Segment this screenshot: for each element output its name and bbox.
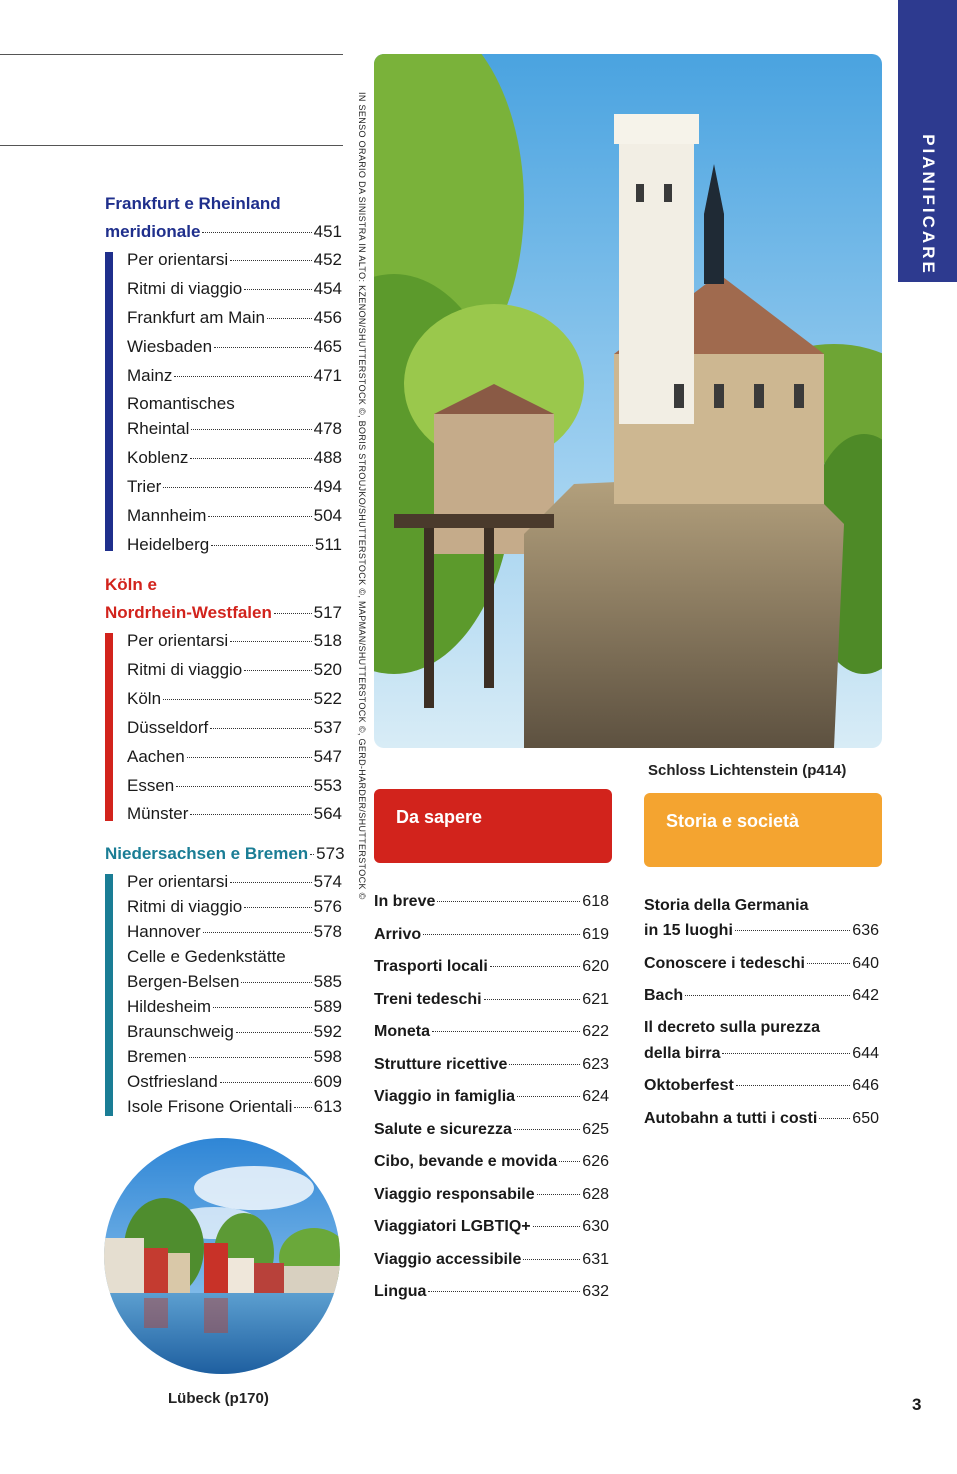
toc-item[interactable] [644,1074,879,1098]
toc-item-label: Per orientarsi [127,872,229,891]
page-ref: 522 [313,689,342,708]
leader-dots [211,545,313,546]
toc-item[interactable] [127,716,342,740]
page-ref: 518 [313,631,342,650]
toc-item-label: Viaggio responsabile [374,1186,535,1203]
toc-item-label: In breve [374,893,436,910]
leader-dots [236,1032,312,1033]
leader-dots [274,613,312,614]
leader-dots [537,1194,581,1195]
leader-dots [484,999,581,1000]
section-entry-frankfurt[interactable] [105,220,342,244]
leader-dots [220,1082,312,1083]
leader-dots [559,1161,580,1162]
toc-item-label: Arrivo [374,926,422,943]
page-ref: 592 [313,1022,342,1041]
leader-dots [509,1064,580,1065]
toc-item[interactable] [374,1118,609,1142]
side-tab[interactable] [898,0,957,282]
page-ref: 578 [313,922,342,941]
leader-dots [819,1118,850,1119]
toc-item-label: Salute e sicurezza [374,1121,512,1138]
toc-item[interactable] [644,1107,879,1131]
leader-dots [241,982,311,983]
toc-item-label: Münster [127,804,189,823]
section-title-frankfurt-line2: meridionale [105,222,201,241]
page-ref: 585 [313,972,342,991]
page-ref: 636 [852,922,879,939]
toc-item[interactable] [127,920,342,944]
page-ref: 626 [582,1153,609,1170]
toc-item-label: Viaggio accessibile [374,1251,522,1268]
toc-item[interactable] [374,890,609,914]
leader-dots [203,932,312,933]
page-ref: 494 [313,477,342,496]
page-ref: 574 [313,872,342,891]
toc-item[interactable] [127,1070,342,1094]
leader-dots [208,516,311,517]
section-title-koln: Köln e [105,575,157,594]
page-ref: 478 [313,419,342,438]
leader-dots [294,1107,311,1108]
toc-item-label: Per orientarsi [127,250,229,269]
toc-item-label: Braunschweig [127,1022,234,1041]
section-entry-niedersachsen[interactable] [105,842,345,866]
leader-dots [163,699,312,700]
section-title-niedersachsen: Niedersachsen e Bremen [105,844,309,863]
page-ref: 451 [313,222,342,241]
toc-item[interactable] [127,1045,342,1069]
leader-dots [190,814,311,815]
toc-item[interactable] [127,417,342,441]
leader-dots [187,757,312,758]
page-ref: 456 [313,308,342,327]
toc-item[interactable] [127,895,342,919]
toc-item-label: Hildesheim [127,997,212,1016]
leader-dots [230,641,312,642]
page-number: 3 [912,1395,922,1414]
toc-item-label[interactable]: Storia della Germania [644,897,809,914]
top-rule [0,54,343,55]
leader-dots [202,232,311,233]
leader-dots [174,376,311,377]
toc-item[interactable] [127,1095,342,1119]
toc-item-label: Hannover [127,922,201,941]
toc-item-label: Treni tedeschi [374,991,482,1008]
page-ref: 520 [313,660,342,679]
toc-item[interactable] [644,1042,879,1066]
toc-item[interactable] [127,687,342,711]
leader-dots [722,1053,850,1054]
page-ref: 573 [316,844,345,863]
leader-dots [190,458,311,459]
page-ref: 553 [313,776,342,795]
toc-item-label: in 15 luoghi [644,922,733,939]
leader-dots [210,728,311,729]
page-ref: 619 [582,926,609,943]
page-ref: 640 [852,955,879,972]
leader-dots [736,1085,851,1086]
toc-item-label[interactable]: Il decreto sulla purezza [644,1019,821,1036]
castle-caption: Schloss Lichtenstein (p414) [648,762,847,779]
page-ref: 511 [314,535,342,554]
toc-item-label: Heidelberg [127,535,210,554]
leader-dots [230,260,312,261]
toc-item[interactable] [127,802,342,826]
toc-item[interactable] [127,970,342,994]
page-ref: 628 [582,1186,609,1203]
page-ref: 646 [852,1077,879,1094]
toc-item-label: Viaggiatori LGBTIQ+ [374,1218,531,1235]
toc-item-label: Ostfriesland [127,1072,218,1091]
photo-credit: IN SENSO ORARIO DA SINISTRA IN ALTO: KZENON/SHUTTERSTOCK ©, BORIS STROUJKO/SHUTTERSTOCK ©, MAPMAN/SHUTTERSTOCK ©, GERD-HARDER/SHUTTERSTOCK © [357,92,367,900]
page-ref: 642 [852,987,879,1004]
page-ref: 644 [852,1045,879,1062]
toc-item-label: Bergen-Belsen [127,972,240,991]
page-ref: 620 [582,958,609,975]
leader-dots [244,670,311,671]
leader-dots [533,1226,581,1227]
toc-item-label: della birra [644,1045,721,1062]
leader-dots [189,1057,312,1058]
page-ref: 547 [313,747,342,766]
toc-item-label: Per orientarsi [127,631,229,650]
toc-item[interactable] [127,870,342,894]
toc-item[interactable] [127,306,342,330]
leader-dots [517,1096,580,1097]
section-title-frankfurt: Frankfurt e Rheinland [105,194,281,213]
section-entry-koln[interactable] [105,601,342,625]
page-ref: 517 [313,603,342,622]
toc-item[interactable] [374,1215,609,1239]
toc-item[interactable] [644,984,879,1008]
leader-dots [523,1259,580,1260]
toc-item-label: Moneta [374,1023,430,1040]
toc-item-label: Ritmi di viaggio [127,660,243,679]
side-tab-label: PIANIFICARE [918,134,938,276]
toc-item[interactable] [127,248,342,272]
toc-item[interactable] [374,988,609,1012]
leader-dots [214,347,312,348]
leader-dots [163,487,311,488]
page-ref: 564 [313,804,342,823]
toc-item-label: Viaggio in famiglia [374,1088,516,1105]
page-ref: 576 [313,897,342,916]
toc-item[interactable] [127,745,342,769]
page-ref: 609 [313,1072,342,1091]
page-ref: 631 [582,1251,609,1268]
toc-item[interactable] [127,475,342,499]
toc-item[interactable] [127,364,342,388]
toc-item-label: Wiesbaden [127,337,213,356]
toc-item[interactable] [644,952,879,976]
leader-dots [230,882,312,883]
page-ref: 589 [313,997,342,1016]
leader-dots [244,907,311,908]
leader-dots [490,966,580,967]
toc-item-label[interactable]: Celle e Gedenkstätte [127,947,286,966]
leader-dots [191,429,311,430]
leader-dots [432,1031,580,1032]
toc-item-label: Autobahn a tutti i costi [644,1110,818,1127]
leader-dots [423,934,580,935]
page-ref: 624 [582,1088,609,1105]
toc-item[interactable] [127,446,342,470]
toc-item[interactable] [374,1085,609,1109]
toc-item-label: Trasporti locali [374,958,488,975]
toc-item[interactable] [644,919,879,943]
toc-item-label: Isole Frisone Orientali [127,1097,293,1116]
niedersachsen-bar [105,874,113,1116]
toc-item[interactable] [374,1248,609,1272]
toc-item[interactable] [374,1280,609,1304]
toc-item-label: Essen [127,776,175,795]
da-sapere-title: Da sapere [396,807,483,827]
toc-item[interactable] [374,923,609,947]
toc-item-label: Rheintal [127,419,190,438]
leader-dots [310,854,314,855]
toc-item-label: Cibo, bevande e movida [374,1153,558,1170]
toc-item-label: Ritmi di viaggio [127,279,243,298]
toc-item-label: Oktoberfest [644,1077,734,1094]
toc-item-label: Frankfurt am Main [127,308,265,327]
toc-item[interactable] [127,995,342,1019]
page-ref: 625 [582,1121,609,1138]
leader-dots [685,995,850,996]
page-ref: 537 [313,718,342,737]
leader-dots [244,289,311,290]
toc-item[interactable] [374,955,609,979]
toc-item-label: Trier [127,477,162,496]
page-ref: 471 [313,366,342,385]
lubeck-photo [104,1138,340,1374]
toc-item-label: Düsseldorf [127,718,209,737]
toc-item[interactable] [127,533,342,557]
leader-dots [267,318,312,319]
page-ref: 465 [313,337,342,356]
page-ref: 618 [582,893,609,910]
toc-item[interactable] [127,629,342,653]
toc-item-label: Aachen [127,747,185,766]
page-ref: 504 [313,506,342,525]
page-ref: 623 [582,1056,609,1073]
storia-title: Storia e società [666,811,800,831]
toc-item[interactable] [374,1183,609,1207]
page-ref: 621 [582,991,609,1008]
page-ref: 622 [582,1023,609,1040]
toc-item[interactable] [127,277,342,301]
toc-item-label: Bremen [127,1047,187,1066]
page-ref: 598 [313,1047,342,1066]
leader-dots [437,901,580,902]
toc-item[interactable] [127,335,342,359]
page-ref: 454 [313,279,342,298]
page-ref: 452 [313,250,342,269]
toc-item-label: Ritmi di viaggio [127,897,243,916]
toc-item-label: Strutture ricettive [374,1056,508,1073]
page-ref: 630 [582,1218,609,1235]
leader-dots [735,930,850,931]
toc-item[interactable] [374,1053,609,1077]
lubeck-caption: Lübeck (p170) [168,1390,269,1407]
toc-item[interactable] [374,1150,609,1174]
da-sapere-header[interactable] [374,789,612,863]
second-rule [0,145,343,146]
page-ref: 488 [313,448,342,467]
leader-dots [213,1007,312,1008]
toc-item-label: Köln [127,689,162,708]
toc-item-label: Mainz [127,366,173,385]
toc-item-label: Lingua [374,1283,427,1300]
leader-dots [176,786,311,787]
toc-item[interactable] [127,504,342,528]
toc-item-label: Bach [644,987,684,1004]
toc-item-label: Conoscere i tedeschi [644,955,805,972]
toc-item-label[interactable]: Romantisches [127,394,235,413]
page-ref: 632 [582,1283,609,1300]
page-ref: 650 [852,1110,879,1127]
toc-item-label: Mannheim [127,506,207,525]
toc-item[interactable] [127,1020,342,1044]
koln-bar [105,633,113,821]
leader-dots [428,1291,580,1292]
section-title-koln-line2: Nordrhein-Westfalen [105,603,272,622]
leader-dots [807,963,850,964]
castle-photo [374,54,882,748]
storia-header[interactable] [644,793,882,867]
leader-dots [514,1129,580,1130]
page-ref: 613 [313,1097,342,1116]
frankfurt-bar [105,252,113,551]
toc-item-label: Koblenz [127,448,189,467]
toc-item[interactable] [127,658,342,682]
toc-item[interactable] [127,774,342,798]
toc-item[interactable] [374,1020,609,1044]
